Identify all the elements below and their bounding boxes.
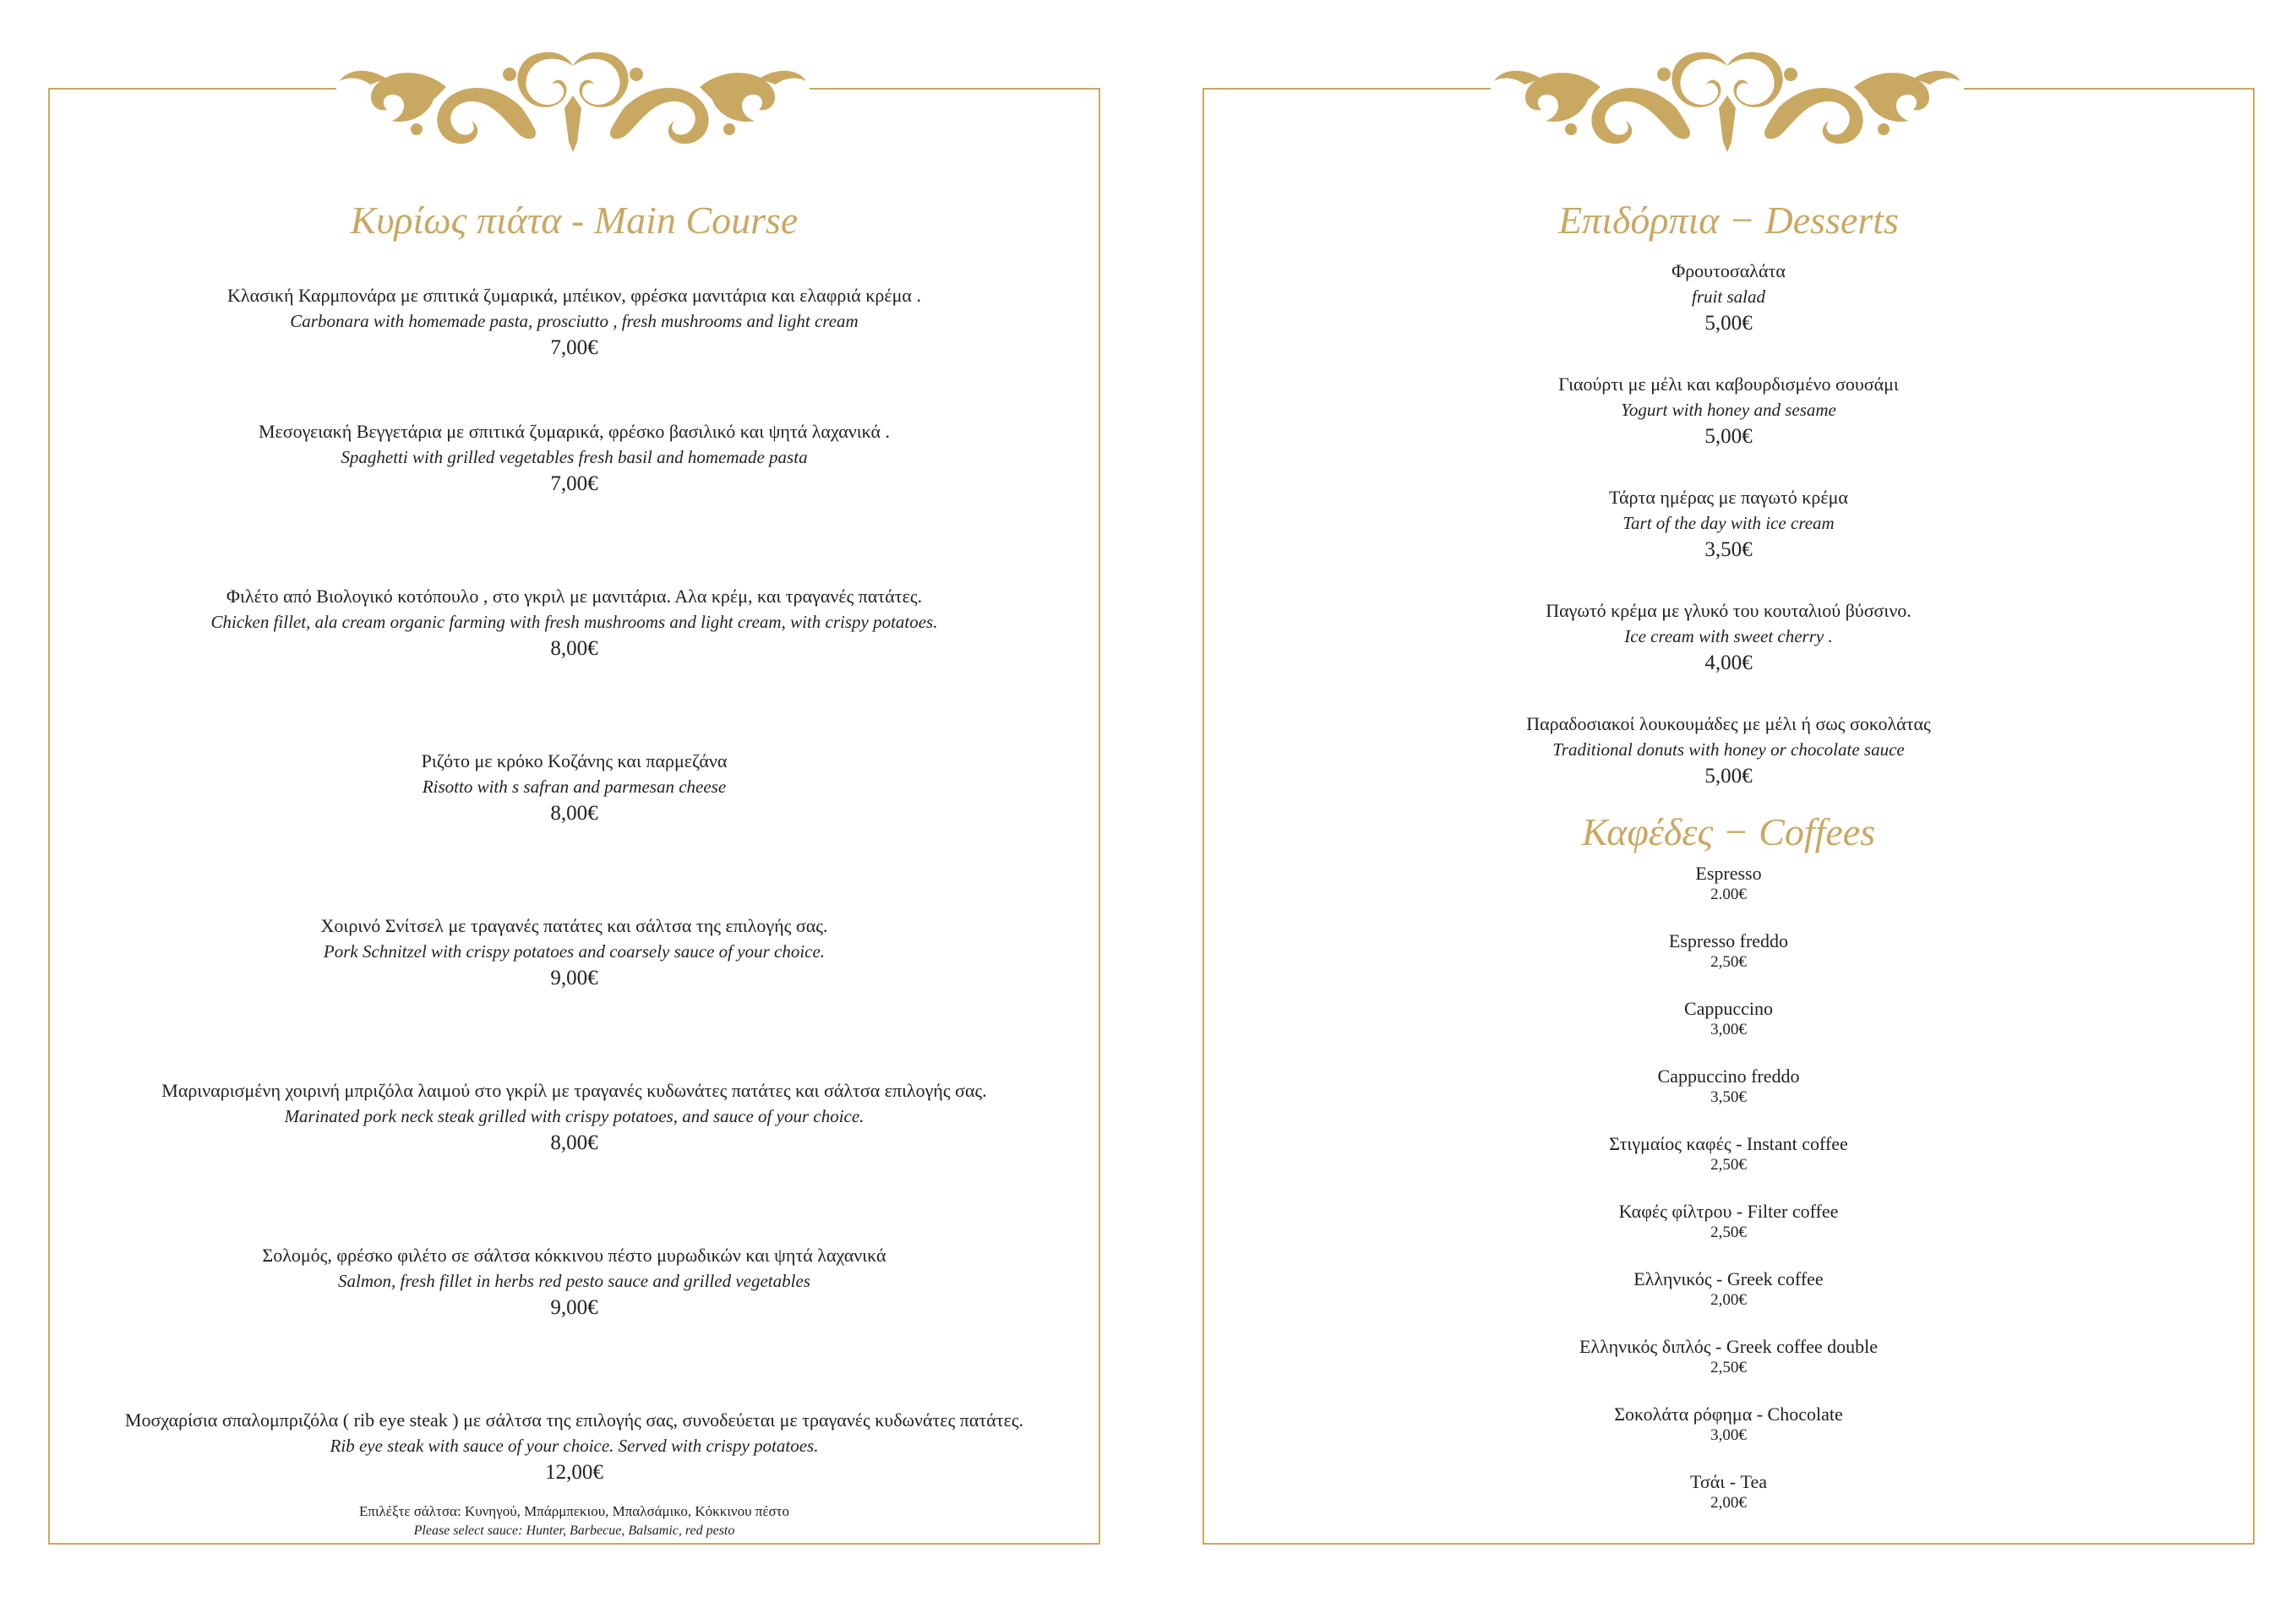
item-english-name: fruit salad: [1692, 286, 1765, 307]
menu-item-schnitzel: [48, 913, 1100, 993]
item-english-name: Salmon, fresh fillet in herbs red pesto sauce and grilled vegetables: [338, 1271, 810, 1291]
menu-item-pork-neck-steak: [48, 1078, 1100, 1158]
coffee-price: 3,00€: [1710, 1426, 1747, 1444]
item-greek-name: Μαριναρισμένη χοιρινή μπριζόλα λαιμού στο γκρίλ με τραγανές κυδωνάτες πατάτες και σάλτσα επιλογής σας.: [161, 1080, 987, 1101]
item-price: 5,00€: [1704, 765, 1753, 788]
item-english-name: Spaghetti with grilled vegetables fresh basil and homemade pasta: [341, 447, 808, 467]
coffee-price: 3,50€: [1710, 1088, 1747, 1106]
item-english-name: Traditional donuts with honey or chocolate sauce: [1552, 739, 1905, 760]
dessert-donuts: [1203, 711, 2255, 791]
coffee-item: [1203, 997, 2255, 1040]
menu-item-rib-eye-steak: [48, 1408, 1100, 1487]
dessert-fruit-salad: [1203, 259, 2255, 338]
desserts-title: Επιδόρπια − Desserts: [1558, 199, 1899, 242]
coffee-item: [1203, 1132, 2255, 1175]
item-english-name: Risotto with s safran and parmesan cheese: [422, 777, 727, 797]
item-price: 4,00€: [1704, 651, 1753, 674]
coffee-name: Espresso: [1695, 863, 1762, 884]
coffee-name: Τσάι - Tea: [1690, 1471, 1767, 1492]
coffee-item: [1203, 862, 2255, 905]
item-price: 7,00€: [550, 336, 598, 359]
coffees-title: Καφέδες − Coffees: [1581, 810, 1876, 853]
item-price: 5,00€: [1704, 312, 1753, 335]
coffee-name: Ελληνικός διπλός - Greek coffee double: [1579, 1336, 1879, 1357]
item-greek-name: Χοιρινό Σνίτσελ με τραγανές πατάτες και σάλτσα της επιλογής σας.: [320, 915, 828, 936]
coffee-item: [1203, 929, 2255, 973]
menu-item-salmon: [48, 1243, 1100, 1322]
item-price: 3,50€: [1704, 538, 1753, 561]
coffee-price: 2,50€: [1710, 953, 1747, 971]
item-english-name: Yogurt with honey and sesame: [1621, 400, 1836, 420]
coffee-price: 2,50€: [1710, 1359, 1747, 1376]
item-english-name: Marinated pork neck steak grilled with crispy potatoes, and sauce of your choice.: [284, 1106, 864, 1126]
coffee-name: Σοκολάτα ρόφημα - Chocolate: [1614, 1404, 1843, 1425]
coffee-item: [1203, 1065, 2255, 1108]
dessert-yogurt: [1203, 372, 2255, 451]
item-greek-name: Φιλέτο από Βιολογικό κοτόπουλο , στο γκριλ με μανιτάρια. Αλα κρέμ, και τραγανές πατάτες.: [226, 586, 923, 607]
dessert-tart: [1203, 485, 2255, 564]
coffee-name: Cappuccino: [1683, 998, 1774, 1019]
main-course-title: Κυρίως πιάτα - Main Course: [350, 199, 799, 242]
item-greek-name: Τάρτα ημέρας με παγωτό κρέμα: [1609, 487, 1848, 508]
item-greek-name: Κλασική Καρμπονάρα με σπιτικά ζυμαρικά, μπέικον, φρέσκα μανιτάρια και ελαφριά κρέμα .: [227, 285, 921, 306]
item-price: 9,00€: [550, 1296, 598, 1319]
item-greek-name: Ριζότο με κρόκο Κοζάνης και παρμεζάνα: [421, 750, 728, 771]
menu-item-risotto: [48, 749, 1100, 828]
coffee-name: Καφές φίλτρου - Filter coffee: [1618, 1201, 1839, 1222]
menu-item-vegetarian-pasta: [48, 419, 1100, 499]
item-english-name: Pork Schnitzel with crispy potatoes and coarsely sauce of your choice.: [323, 941, 826, 962]
item-greek-name: Γιαούρτι με μέλι και καβουρδισμένο σουσάμι: [1558, 373, 1899, 395]
item-price: 7,00€: [550, 472, 598, 495]
coffee-item: [1203, 1200, 2255, 1243]
item-price: 8,00€: [550, 802, 598, 825]
item-english-name: Chicken fillet, ala cream organic farming with fresh mushrooms and light cream, with crispy potatoes.: [210, 612, 938, 632]
sauce-selection-note: [48, 1502, 1100, 1540]
coffee-name: Cappuccino freddo: [1657, 1066, 1800, 1087]
coffee-name: Στιγμαίος καφές - Instant coffee: [1609, 1133, 1848, 1154]
menu-item-carbonara: [48, 283, 1100, 362]
coffee-price: 2,00€: [1710, 1291, 1747, 1309]
item-greek-name: Παραδοσιακοί λουκουμάδες με μέλι ή σως σοκολάτας: [1526, 713, 1931, 734]
dessert-ice-cream: [1203, 598, 2255, 678]
item-greek-name: Μοσχαρίσια σπαλομπριζόλα ( rib eye steak ) με σάλτσα της επιλογής σας, συνοδεύεται με τραγανές κυδωνάτες πατάτες.: [124, 1409, 1024, 1431]
item-greek-name: Φρουτοσαλάτα: [1672, 260, 1786, 281]
coffee-price: 2,50€: [1710, 1156, 1747, 1174]
sauce-note-greek: Επιλέξτε σάλτσα: Κυνηγού, Μπάρμπεκιου, Μπαλσάμικο, Κόκκινου πέστο: [359, 1503, 789, 1519]
item-english-name: Carbonara with homemade pasta, prosciutto , fresh mushrooms and light cream: [290, 311, 859, 331]
menu-item-chicken-fillet: [48, 584, 1100, 663]
coffee-item: [1203, 1335, 2255, 1378]
item-price: 12,00€: [545, 1461, 603, 1484]
item-english-name: Tart of the day with ice cream: [1622, 513, 1835, 533]
coffee-item: [1203, 1470, 2255, 1513]
item-price: 5,00€: [1704, 425, 1753, 448]
item-greek-name: Παγωτό κρέμα με γλυκό του κουταλιού βύσσινο.: [1546, 600, 1912, 621]
baroque-flourish-icon: [1491, 49, 1964, 155]
item-price: 8,00€: [550, 637, 598, 660]
coffee-price: 2.00€: [1710, 886, 1747, 903]
coffee-price: 2,00€: [1710, 1494, 1747, 1512]
item-greek-name: Σολομός, φρέσκο φιλέτο σε σάλτσα κόκκινου πέστο μυρωδικών και ψητά λαχανικά: [262, 1245, 886, 1266]
baroque-flourish-icon: [336, 49, 810, 155]
coffee-name: Ελληνικός - Greek coffee: [1633, 1268, 1824, 1289]
coffee-item: [1203, 1267, 2255, 1311]
coffee-price: 2,50€: [1710, 1224, 1747, 1241]
coffee-price: 3,00€: [1710, 1021, 1747, 1038]
item-english-name: Ice cream with sweet cherry .: [1624, 626, 1833, 646]
sauce-note-english: Please select sauce: Hunter, Barbecue, Balsamic, red pesto: [413, 1523, 735, 1538]
item-english-name: Rib eye steak with sauce of your choice. Served with crispy potatoes.: [330, 1436, 819, 1456]
item-greek-name: Μεσογειακή Βεγγετάρια με σπιτικά ζυμαρικά, φρέσκο βασιλικό και ψητά λαχανικά .: [258, 421, 891, 442]
item-price: 9,00€: [550, 967, 598, 989]
item-price: 8,00€: [550, 1131, 598, 1154]
coffee-name: Espresso freddo: [1668, 930, 1789, 951]
coffee-item: [1203, 1403, 2255, 1446]
